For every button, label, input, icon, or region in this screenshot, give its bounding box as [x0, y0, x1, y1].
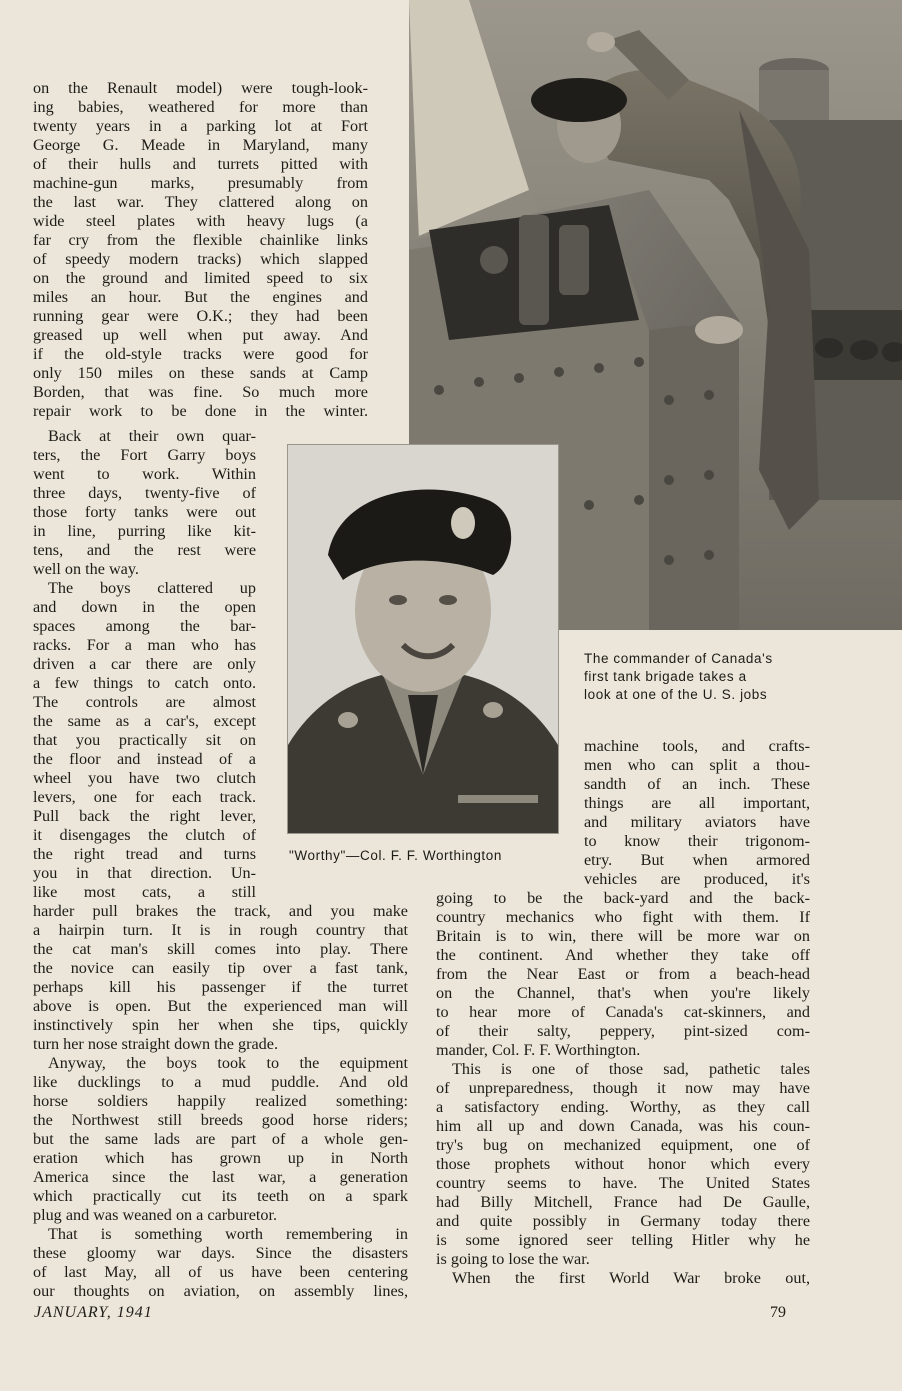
- text-line: repair work to be done in the winter.: [33, 402, 368, 420]
- text-line: horse soldiers happily realized something:: [33, 1092, 408, 1110]
- text-line: the novice can easily tip over a fast tank,: [33, 959, 408, 977]
- text-line: eration which has grown up in North: [33, 1149, 408, 1167]
- text-line: a satisfactory ending. Worthy, as they call: [436, 1098, 810, 1116]
- text-line: but the same lads are part of a whole gen-: [33, 1130, 408, 1148]
- text-line: to hear more of Canada's cat-skinners, and: [436, 1003, 810, 1021]
- text-line: well on the way.: [33, 560, 139, 578]
- text-line: that you practically sit on: [33, 731, 256, 749]
- text-line: running gear were O.K.; they had been: [33, 307, 368, 325]
- text-line: and quite possibly in Germany today there: [436, 1212, 810, 1230]
- text-line: it disengages the clutch of: [33, 826, 256, 844]
- text-line: turn her nose straight down the grade.: [33, 1035, 278, 1053]
- text-line: like ducklings to a mud puddle. And old: [33, 1073, 408, 1091]
- text-line: plug and was weaned on a carburetor.: [33, 1206, 278, 1224]
- text-line: This is one of those sad, pathetic tales: [452, 1060, 810, 1078]
- text-line: Anyway, the boys took to the equipment: [48, 1054, 408, 1072]
- text-line: harder pull brakes the track, and you make: [33, 902, 408, 920]
- text-line: twenty years in a parking lot at Fort: [33, 117, 368, 135]
- text-line: these gloomy war days. Since the disasters: [33, 1244, 408, 1262]
- text-line: mander, Col. F. F. Worthington.: [436, 1041, 641, 1059]
- text-line: in line, purring like kit-: [33, 522, 256, 540]
- text-line: is going to lose the war.: [436, 1250, 590, 1268]
- text-line: which practically cut its teeth on a spark: [33, 1187, 408, 1205]
- text-line: on the ground and limited speed to six: [33, 269, 368, 287]
- text-line: you in that direction. Un-: [33, 864, 256, 882]
- text-line: country mechanics who fight with them. If: [436, 908, 810, 926]
- text-line: racks. For a man who has: [33, 636, 256, 654]
- text-line: When the first World War broke out,: [452, 1269, 810, 1287]
- portrait-photo: [287, 444, 559, 834]
- text-line: of their salty, peppery, pint-sized com-: [436, 1022, 810, 1040]
- text-line: vehicles are produced, it's: [584, 870, 810, 888]
- text-line: machine tools, and crafts-: [584, 737, 810, 755]
- text-line: of speedy modern tracks) which slapped: [33, 250, 368, 268]
- caption-line: The commander of Canada's: [584, 651, 773, 666]
- text-line: The boys clattered up: [48, 579, 256, 597]
- text-line: the last war. They clattered along on: [33, 193, 368, 211]
- text-line: the floor and instead of a: [33, 750, 256, 768]
- caption-line: look at one of the U. S. jobs: [584, 687, 768, 702]
- text-line: ing babies, weathered for more than: [33, 98, 368, 116]
- caption-line: first tank brigade takes a: [584, 669, 747, 684]
- text-line: instinctively spin her when she tips, quickly: [33, 1016, 408, 1034]
- text-line: America since the last war, a generation: [33, 1168, 408, 1186]
- text-line: machine-gun marks, presumably from: [33, 174, 368, 192]
- text-line: levers, one for each track.: [33, 788, 256, 806]
- text-line: like most cats, a still: [33, 883, 256, 901]
- text-line: and military aviators have: [584, 813, 810, 831]
- text-line: try's bug on mechanized equipment, one of: [436, 1136, 810, 1154]
- text-line: Britain is to win, there will be more war on: [436, 927, 810, 945]
- text-line: had Billy Mitchell, France had De Gaulle,: [436, 1193, 810, 1211]
- text-line: Borden, that was fine. So much more: [33, 383, 368, 401]
- text-line: the cat man's skill comes into play. There: [33, 940, 408, 958]
- text-line: That is something worth remembering in: [48, 1225, 408, 1243]
- text-line: the right tread and turns: [33, 845, 256, 863]
- text-line: a few things to catch onto.: [33, 674, 256, 692]
- text-line: of their hulls and turrets pitted with: [33, 155, 368, 173]
- text-line: wide steel plates with heavy lugs (a: [33, 212, 368, 230]
- text-line: the continent. And whether they take off: [436, 946, 810, 964]
- page-number: 79: [770, 1304, 786, 1321]
- text-line: and down in the open: [33, 598, 256, 616]
- text-line: three days, twenty-five of: [33, 484, 256, 502]
- text-line: from the Near East or from a beach-head: [436, 965, 810, 983]
- text-line: him all up and down Canada, was his coun-: [436, 1117, 810, 1135]
- text-line: things are all important,: [584, 794, 810, 812]
- text-line: driven a car there are only: [33, 655, 256, 673]
- text-line: ters, the Fort Garry boys: [33, 446, 256, 464]
- text-line: to know their trigonom-: [584, 832, 810, 850]
- text-line: country seems to have. The United States: [436, 1174, 810, 1192]
- text-line: on the Channel, that's when you're likely: [436, 984, 810, 1002]
- text-line: etry. But when armored: [584, 851, 810, 869]
- text-line: The controls are almost: [33, 693, 256, 711]
- issue-date: JANUARY, 1941: [34, 1304, 153, 1321]
- portrait-illustration: [288, 445, 558, 833]
- text-line: our thoughts on aviation, on assembly lines,: [33, 1282, 408, 1300]
- text-line: sandth of an inch. These: [584, 775, 810, 793]
- text-line: of last May, all of us have been centering: [33, 1263, 408, 1281]
- text-line: the same as a car's, except: [33, 712, 256, 730]
- text-line: wheel you have two clutch: [33, 769, 256, 787]
- text-line: went to work. Within: [33, 465, 256, 483]
- text-line: if the old-style tracks were good for: [33, 345, 368, 363]
- text-line: those forty tanks were out: [33, 503, 256, 521]
- text-line: Back at their own quar-: [48, 427, 256, 445]
- text-line: miles an hour. But the engines and: [33, 288, 368, 306]
- text-line: of unpreparedness, though it now may have: [436, 1079, 810, 1097]
- text-line: only 150 miles on these sands at Camp: [33, 364, 368, 382]
- portrait-caption: "Worthy"—Col. F. F. Worthington: [289, 848, 502, 863]
- text-line: George G. Meade in Maryland, many: [33, 136, 368, 154]
- text-line: the Northwest still breeds good horse riders;: [33, 1111, 408, 1129]
- text-line: above is open. But the experienced man will: [33, 997, 408, 1015]
- text-line: is some ignored seer telling Hitler why he: [436, 1231, 810, 1249]
- text-line: those prophets without honor which every: [436, 1155, 810, 1173]
- text-line: perhaps kill his passenger if the turret: [33, 978, 408, 996]
- text-line: going to be the back-yard and the back-: [436, 889, 810, 907]
- text-line: Pull back the right lever,: [33, 807, 256, 825]
- text-line: spaces among the bar-: [33, 617, 256, 635]
- text-line: men who can split a thou-: [584, 756, 810, 774]
- text-line: far cry from the flexible chainlike links: [33, 231, 368, 249]
- text-line: on the Renault model) were tough-look-: [33, 79, 368, 97]
- text-line: a hairpin turn. It is in rough country that: [33, 921, 408, 939]
- text-line: greased up well when put away. And: [33, 326, 368, 344]
- text-line: tens, and the rest were: [33, 541, 256, 559]
